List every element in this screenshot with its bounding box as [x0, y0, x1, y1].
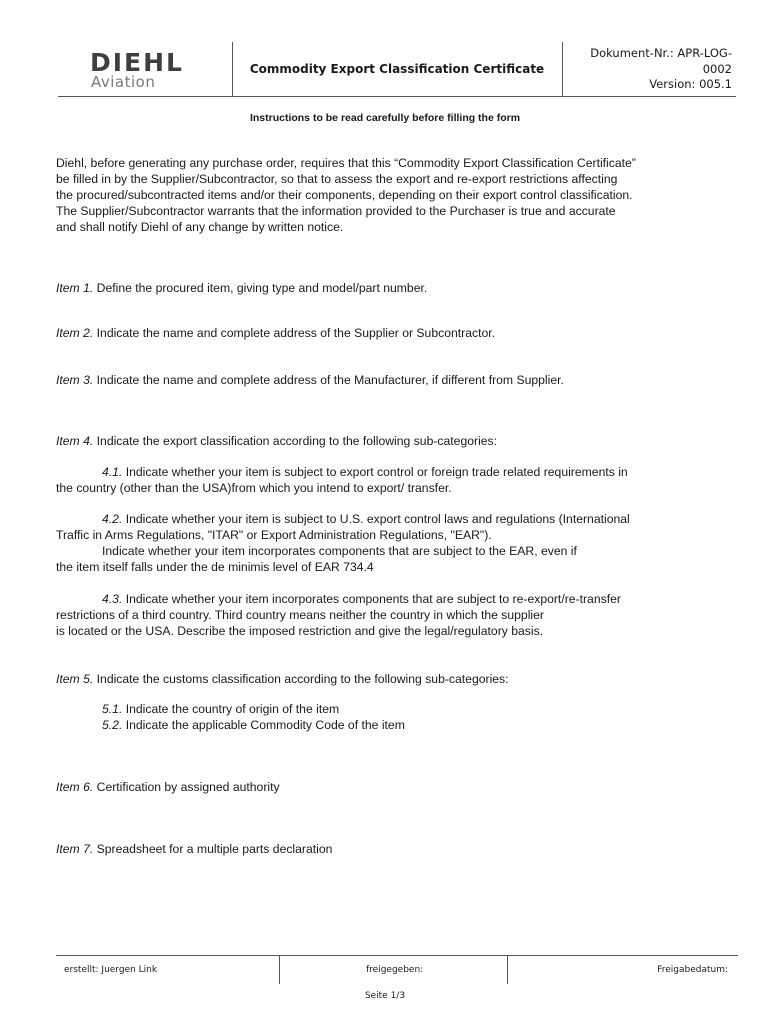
header-divider	[562, 42, 563, 96]
item-2	[56, 325, 736, 341]
item-6	[56, 779, 736, 795]
subitem-text: is located or the USA. Describe the imposed restriction and give the legal/regulatory basis.	[56, 624, 544, 638]
item-text: Indicate the name and complete address of the Supplier or Subcontractor.	[93, 326, 496, 340]
document-number-line2: 0002	[702, 61, 732, 76]
document-number-line1: Dokument-Nr.: APR-LOG-	[590, 46, 732, 60]
item-text: Indicate the name and complete address of the Manufacturer, if different from Supplier.	[93, 373, 564, 387]
footer-divider	[507, 956, 508, 984]
subitem-text: Traffic in Arms Regulations, "ITAR" or Export Administration Regulations, "EAR").	[56, 528, 492, 542]
subitem-4-1	[56, 464, 736, 496]
intro-line: Diehl, before generating any purchase order, requires that this “Commodity Export Classification Certificate”	[56, 156, 636, 170]
document-header	[58, 42, 736, 97]
intro-line: The Supplier/Subcontractor warrants that the information provided to the Purchaser is true and accurate	[56, 204, 616, 218]
intro-line: and shall notify Diehl of any change by written notice.	[56, 220, 344, 234]
subitem-text: the item itself falls under the de minimis level of EAR 734.4	[56, 560, 374, 574]
footer-divider	[279, 956, 280, 984]
document-version: Version: 005.1	[649, 77, 732, 91]
item-label: Item 2.	[56, 326, 94, 340]
footer-release-date: Freigabedatum:	[657, 965, 728, 975]
item-label: Item 7.	[56, 842, 94, 856]
item-text: Indicate the customs classification according to the following sub-categories:	[93, 672, 509, 686]
subitem-text: Indicate whether your item is subject to U.S. export control laws and regulations (International	[122, 512, 630, 526]
subitem-text: restrictions of a third country. Third country means neither the country in which the supplier	[56, 608, 544, 622]
subitem-5-1	[56, 701, 736, 717]
subitem-label: 5.1.	[102, 702, 123, 716]
item-label: Item 1.	[56, 281, 94, 295]
document-number-block	[567, 46, 732, 93]
subitem-4-2	[56, 511, 736, 575]
subitem-text: Indicate the country of origin of the item	[122, 702, 340, 716]
document-title	[234, 42, 560, 96]
subitem-label: 4.2.	[102, 512, 123, 526]
item-5	[56, 671, 736, 687]
subitem-4-3	[56, 591, 736, 639]
item-label: Item 3.	[56, 373, 94, 387]
footer-released: freigegeben:	[366, 965, 424, 975]
document-title-text: Commodity Export Classification Certificate	[249, 62, 545, 76]
document-footer	[56, 955, 738, 984]
subitem-label: 4.3.	[102, 592, 123, 606]
instructions-heading: Instructions to be read carefully before filling the form	[249, 112, 521, 124]
subitem-text: Indicate whether your item incorporates components that are subject to the EAR, even if	[102, 544, 577, 558]
item-3	[56, 372, 736, 388]
item-1	[56, 280, 736, 296]
logo-main-text: DIEHL	[90, 48, 184, 77]
subitem-text: the country (other than the USA)from which you intend to export/ transfer.	[56, 481, 452, 495]
item-text: Indicate the export classification according to the following sub-categories:	[93, 434, 498, 448]
subitem-text: Indicate whether your item incorporates components that are subject to re-export/re-transfer	[122, 592, 621, 606]
page-number: Seite 1/3	[364, 991, 406, 1001]
item-7	[56, 841, 736, 857]
item-text: Spreadsheet for a multiple parts declaration	[93, 842, 333, 856]
subitem-label: 5.2.	[102, 718, 123, 732]
header-divider	[232, 42, 233, 96]
subitem-text: Indicate the applicable Commodity Code of the item	[122, 718, 405, 732]
item-text: Certification by assigned authority	[93, 780, 280, 794]
item-label: Item 4.	[56, 434, 94, 448]
subitem-5-2	[56, 717, 736, 733]
item-4	[56, 433, 736, 449]
item-text: Define the procured item, giving type and model/part number.	[93, 281, 428, 295]
diehl-aviation-logo	[90, 50, 240, 90]
item-label: Item 6.	[56, 780, 94, 794]
intro-paragraph	[56, 155, 726, 235]
subitem-text: Indicate whether your item is subject to export control or foreign trade related requirements in	[122, 465, 628, 479]
subitem-5-list	[56, 701, 736, 733]
footer-created-by: erstellt: Juergen Link	[64, 965, 158, 975]
item-label: Item 5.	[56, 672, 94, 686]
intro-line: be filled in by the Supplier/Subcontractor, so that to assess the export and re-export restrictions affecting	[56, 172, 618, 186]
subitem-label: 4.1.	[102, 465, 123, 479]
logo-sub-text: Aviation	[91, 73, 156, 91]
intro-line: the procured/subcontracted items and/or their components, depending on their export control classification.	[56, 188, 633, 202]
